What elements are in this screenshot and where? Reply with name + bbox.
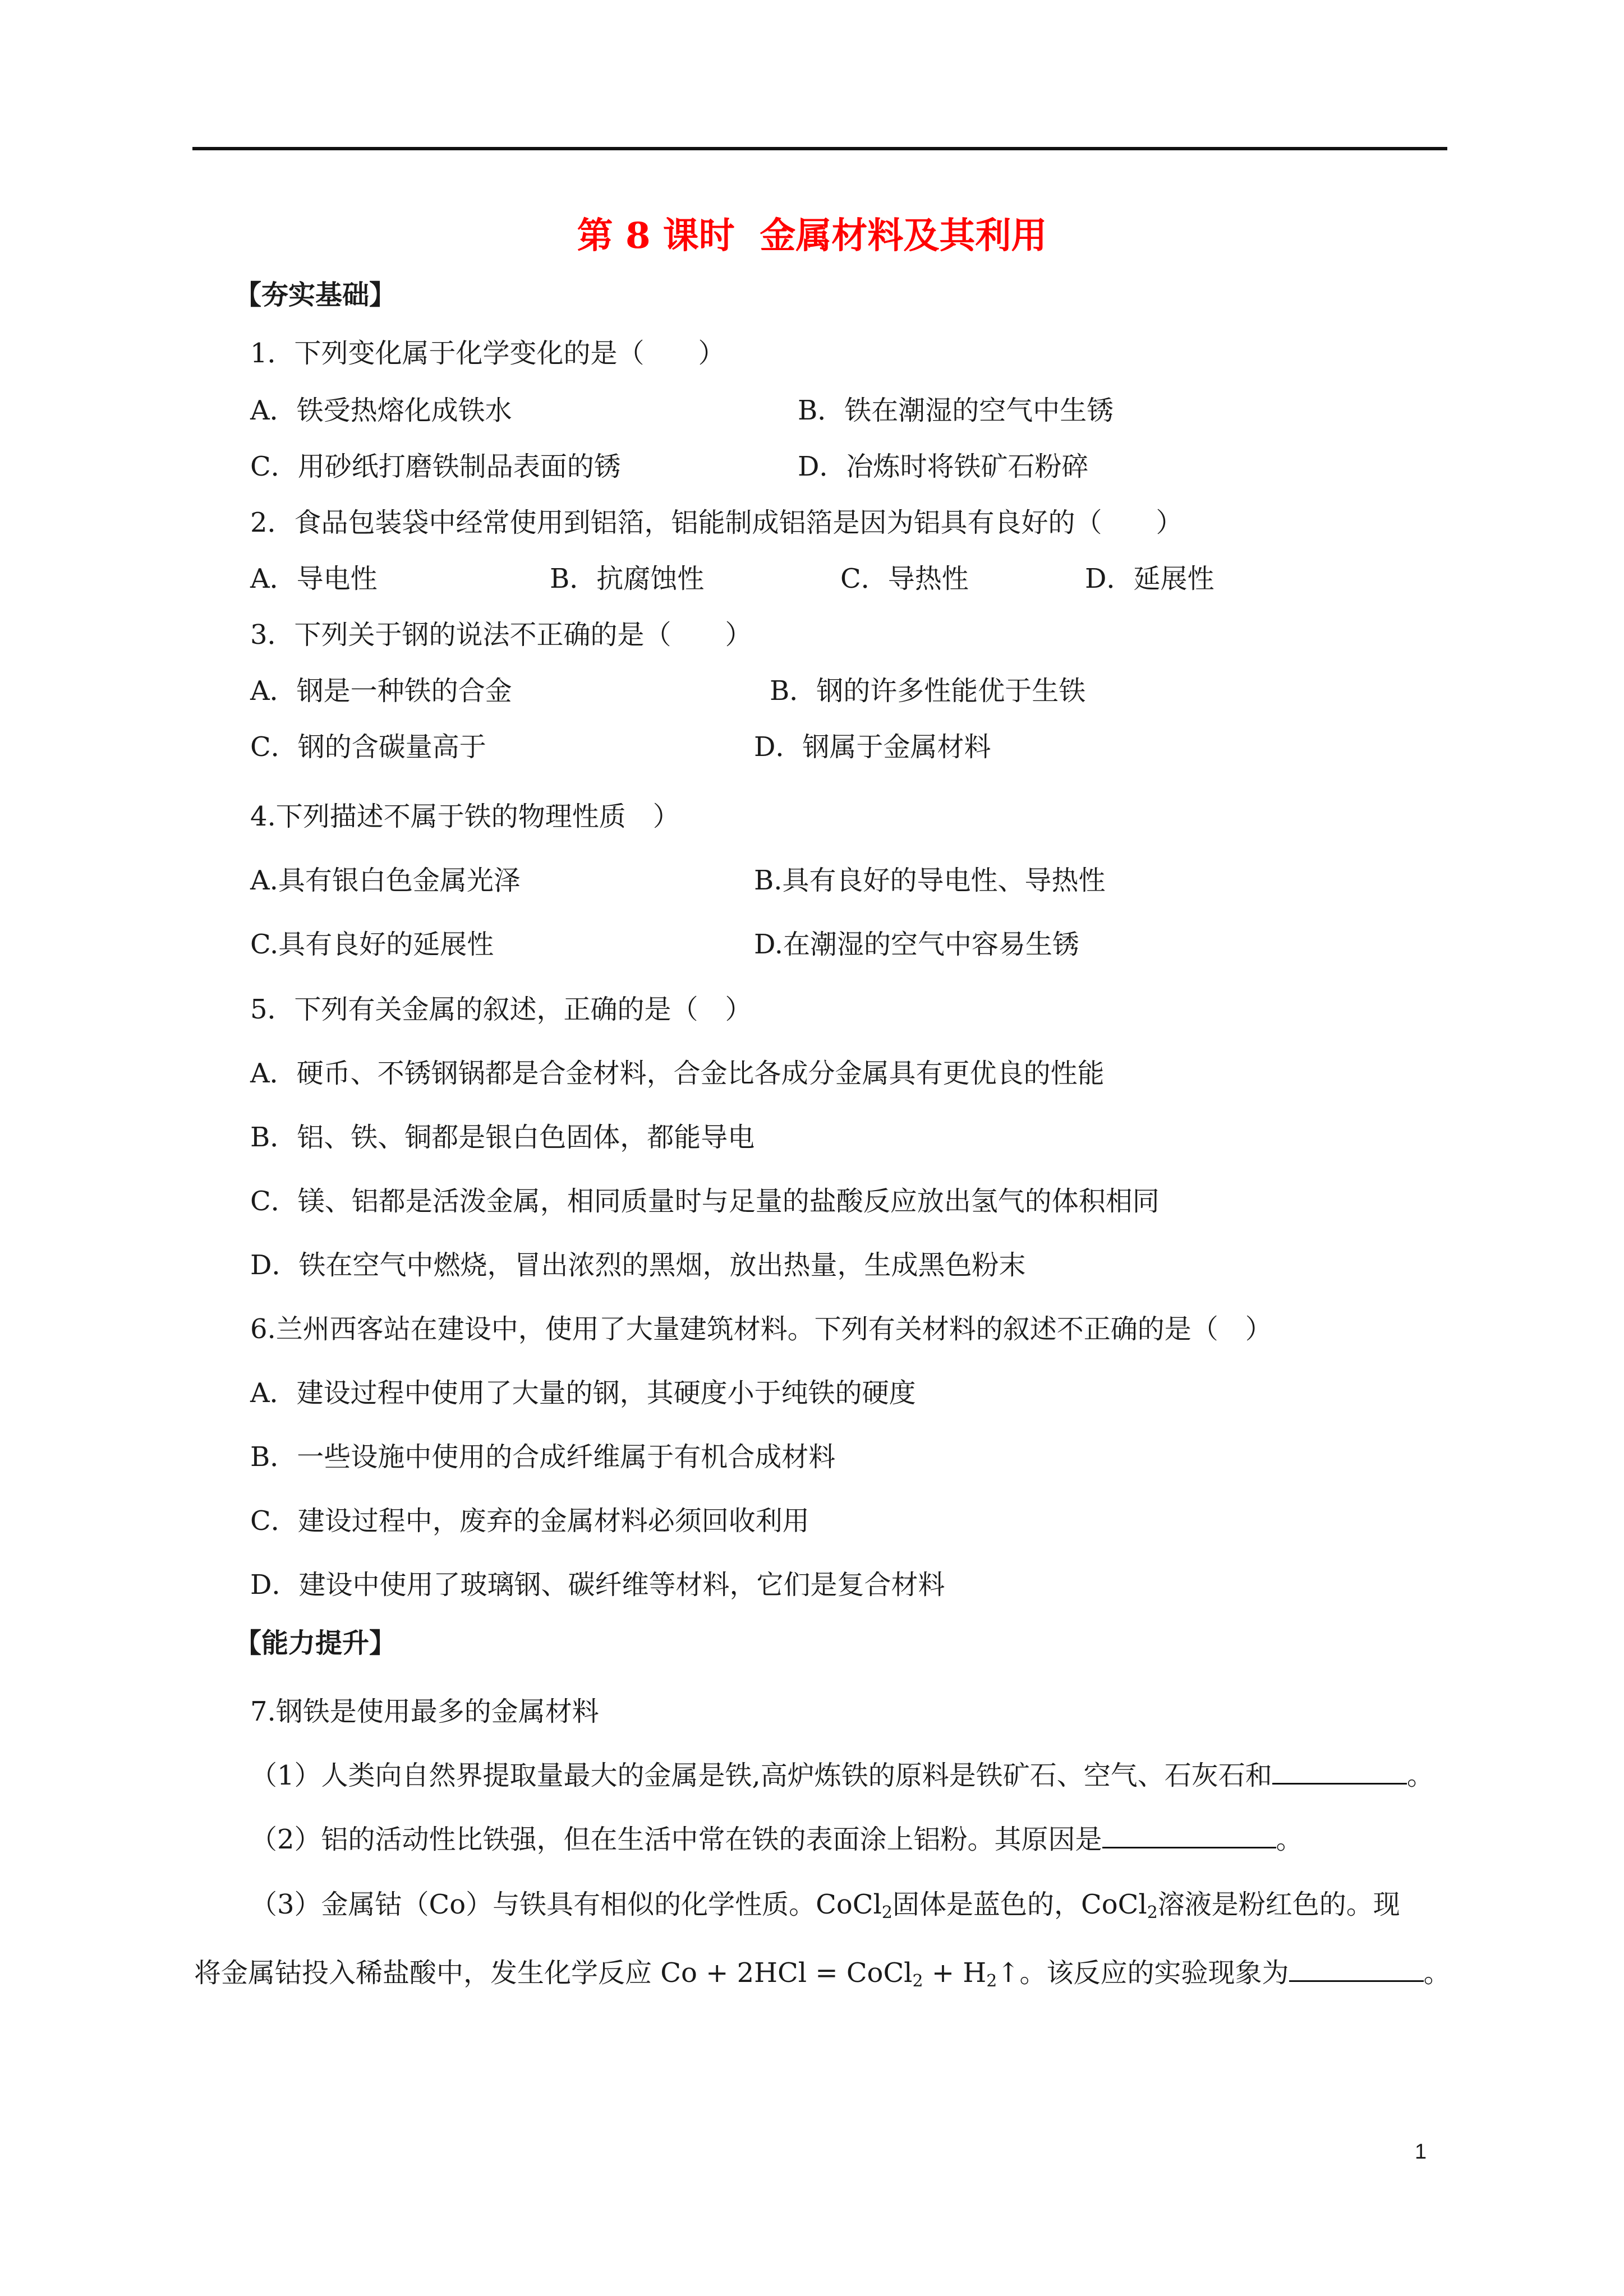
question-6-option-b: B．一些设施中使用的合成纤维属于有机合成材料 [250,1441,836,1473]
question-7-part-1-text: （1）人类向自然界提取量最大的金属是铁,高炉炼铁的原料是铁矿石、空气、石灰石和 [250,1760,1272,1791]
question-7-part-3-line-2 [194,1955,1451,1991]
question-7-part-2 [250,1822,1303,1857]
header-rule [192,147,1447,150]
answer-blank-1[interactable] [1272,1760,1407,1785]
question-7-stem: 7.钢铁是使用最多的金属材料 [250,1696,599,1727]
subscript: 2 [881,1903,892,1922]
question-7-part-3-text-a: （3）金属钴（Co）与铁具有相似的化学性质。CoCl [250,1889,882,1920]
question-2-option-d: D．延展性 [1085,563,1214,594]
question-1-option-c: C．用砂纸打磨铁制品表面的锈 [250,451,621,482]
subscript: 2 [1147,1903,1158,1922]
section-heading-basics: 【夯实基础】 [234,279,397,311]
question-7-part-2-text: （2）铝的活动性比铁强，但在生活中常在铁的表面涂上铝粉。其原因是 [250,1824,1102,1855]
subscript: 2 [912,1971,923,1991]
question-4-option-a: A.具有银白色金属光泽 [250,865,521,896]
question-1-stem: 1．下列变化属于化学变化的是（ ） [250,338,725,369]
subscript: 2 [986,1971,997,1991]
question-6-option-a: A．建设过程中使用了大量的钢，其硬度小于纯铁的硬度 [250,1377,916,1409]
question-4-option-c: C.具有良好的延展性 [250,929,494,960]
question-7-part-2-end: 。 [1276,1824,1303,1855]
question-2-option-b: B．抗腐蚀性 [550,563,705,594]
question-5-stem: 5．下列有关金属的叙述，正确的是（ ） [250,994,752,1025]
question-1-option-b: B．铁在潮湿的空气中生锈 [798,395,1114,426]
question-7-part-3-text-f: ↑。该反应的实验现象为 [997,1957,1289,1989]
page-title: 第 8 课时 金属材料及其利用 [577,215,1047,257]
question-4-option-b: B.具有良好的导电性、导热性 [754,865,1106,896]
question-5-option-d: D．铁在空气中燃烧，冒出浓烈的黑烟，放出热量，生成黑色粉末 [250,1250,1026,1281]
question-7-part-1-end: 。 [1406,1760,1434,1791]
question-2-stem: 2．食品包装袋中经常使用到铝箔，铝能制成铝箔是因为铝具有良好的（ ） [250,507,1183,538]
answer-blank-2[interactable] [1102,1824,1276,1848]
question-5-option-a: A．硬币、不锈钢锅都是合金材料，合金比各成分金属具有更优良的性能 [250,1058,1105,1089]
question-6-option-d: D．建设中使用了玻璃钢、碳纤维等材料，它们是复合材料 [250,1569,945,1601]
question-7-part-3-line-1 [250,1887,1400,1922]
question-3-option-b: B．钢的许多性能优于生铁 [770,675,1086,707]
question-7-part-3-text-e: + H [923,1957,987,1989]
question-2-option-c: C．导热性 [840,563,969,594]
question-4-option-d: D.在潮湿的空气中容易生锈 [754,929,1080,960]
question-1-option-d: D．冶炼时将铁矿石粉碎 [798,451,1089,482]
question-2-option-a: A．导电性 [250,563,378,594]
section-heading-advanced: 【能力提升】 [234,1628,397,1659]
question-6-option-c: C．建设过程中，废弃的金属材料必须回收利用 [250,1505,809,1537]
question-5-option-c: C．镁、铝都是活泼金属，相同质量时与足量的盐酸反应放出氢气的体积相同 [250,1186,1160,1217]
question-3-option-d: D．钢属于金属材料 [754,731,991,763]
question-7-part-1 [250,1758,1434,1794]
page-number: 1 [1415,2140,1427,2164]
answer-blank-3[interactable] [1289,1958,1424,1982]
question-7-part-3-text-c: 溶液是粉红色的。现 [1157,1889,1400,1920]
question-3-stem: 3．下列关于钢的说法不正确的是（ ） [250,619,752,651]
question-3-option-c: C．钢的含碳量高于 [250,731,486,763]
question-5-option-b: B．铝、铁、铜都是银白色固体，都能导电 [250,1122,755,1153]
question-7-part-3-text-b: 固体是蓝色的，CoCl [892,1889,1147,1920]
question-7-part-3-end: 。 [1423,1957,1451,1989]
question-4-stem: 4.下列描述不属于铁的物理性质 ） [250,801,680,832]
question-6-stem: 6.兰州西客站在建设中，使用了大量建筑材料。下列有关材料的叙述不正确的是（ ） [250,1313,1272,1345]
question-1-option-a: A．铁受热熔化成铁水 [250,395,512,426]
question-7-part-3-text-d: 将金属钴投入稀盐酸中，发生化学反应 Co + 2HCl = CoCl [194,1957,913,1989]
question-3-option-a: A．钢是一种铁的合金 [250,675,512,707]
